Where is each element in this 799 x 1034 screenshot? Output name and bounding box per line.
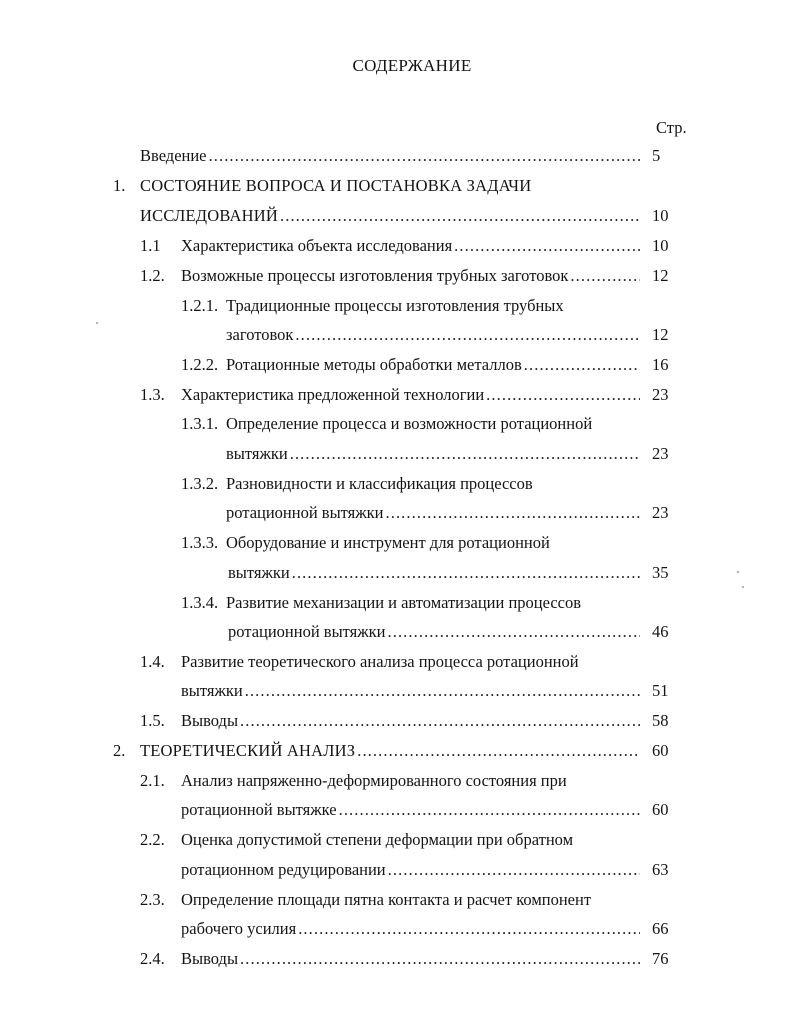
toc-entry-title[interactable]: Традиционные процессы изготовления трубных [226, 296, 564, 315]
toc-entry-continuation[interactable] [181, 919, 640, 941]
toc-entry-page: 58 [652, 711, 669, 730]
leader-dots [570, 266, 640, 286]
toc-entry-page: 51 [652, 681, 669, 700]
toc-entry-2-4[interactable] [181, 949, 640, 971]
toc-entry-title[interactable]: СОСТОЯНИЕ ВОПРОСА И ПОСТАНОВКА ЗАДАЧИ [140, 176, 532, 195]
toc-entry-number: 1.3.4. [181, 593, 219, 612]
toc-entry-title: ТЕОРЕТИЧЕСКИЙ АНАЛИЗ [140, 741, 356, 760]
page-title: СОДЕРЖАНИЕ [352, 56, 472, 75]
toc-entry-title[interactable]: Определение площади пятна контакта и расчет компонент [181, 890, 592, 909]
toc-entry-page: 60 [652, 800, 669, 819]
toc-entry-title-cont: ротационной вытяжки [226, 503, 384, 522]
scan-speck [96, 322, 98, 324]
leader-dots [280, 206, 640, 226]
toc-entry-title: Характеристика объекта исследования [181, 236, 453, 255]
toc-entry-page: 10 [652, 236, 669, 255]
leader-dots [295, 325, 640, 345]
toc-entry-page: 10 [652, 206, 669, 225]
leader-dots [339, 800, 640, 820]
toc-entry-title[interactable]: Разновидности и классификация процессов [226, 474, 533, 493]
toc-entry-page: 23 [652, 503, 669, 522]
toc-entry-title: Выводы [181, 949, 239, 968]
toc-entry-number: 1.3. [140, 385, 165, 404]
toc-entry-number: 1.2.1. [181, 296, 219, 315]
toc-entry-continuation[interactable] [228, 563, 640, 585]
toc-entry-1-5[interactable] [181, 711, 640, 733]
toc-entry-1-2-2[interactable] [226, 355, 640, 377]
leader-dots [298, 919, 640, 939]
page-column-label: Стр. [656, 118, 687, 137]
toc-entry-number: 2.1. [140, 771, 165, 790]
toc-entry-page: 23 [652, 385, 669, 404]
scan-speck [742, 586, 744, 588]
toc-entry-number: 1.1 [140, 236, 161, 255]
toc-entry-number: 1.3.3. [181, 533, 219, 552]
toc-entry-1-2[interactable] [181, 266, 640, 288]
toc-entry-number: 2.3. [140, 890, 165, 909]
leader-dots [388, 622, 641, 642]
leader-dots [357, 741, 640, 761]
toc-entry-page: 76 [652, 949, 669, 968]
toc-entry-number: 1.4. [140, 652, 165, 671]
toc-entry-title[interactable]: Оценка допустимой степени деформации при обратном [181, 830, 574, 849]
toc-entry-title[interactable]: Анализ напряженно-деформированного состояния при [181, 771, 567, 790]
leader-dots [290, 444, 640, 464]
toc-entry-number: 1.3.2. [181, 474, 219, 493]
toc-entry-title-cont: вытяжки [181, 681, 243, 700]
toc-entry-number: 1.5. [140, 711, 165, 730]
toc-entry-title-cont: вытяжки [228, 563, 290, 582]
leader-dots [388, 860, 640, 880]
toc-entry-2[interactable] [140, 741, 640, 763]
leader-dots [240, 949, 640, 969]
toc-entry-title: Введение [140, 146, 207, 165]
toc-entry-title[interactable]: Определение процесса и возможности ротационной [226, 414, 593, 433]
toc-entry-title-cont: ротационном редуцировании [181, 860, 386, 879]
toc-entry-number: 2. [113, 741, 126, 760]
toc-entry-page: 23 [652, 444, 669, 463]
toc-entry-continuation[interactable] [181, 681, 640, 703]
toc-entry-number: 2.4. [140, 949, 165, 968]
toc-entry-number: 2.2. [140, 830, 165, 849]
leader-dots [524, 355, 640, 375]
toc-entry-continuation[interactable] [181, 860, 640, 882]
leader-dots [486, 385, 640, 405]
toc-entry-continuation[interactable] [226, 503, 640, 525]
toc-entry-continuation[interactable] [226, 444, 640, 466]
toc-entry-1-3[interactable] [181, 385, 640, 407]
toc-entry-title[interactable]: Развитие механизации и автоматизации процессов [226, 593, 582, 612]
toc-entry-page: 46 [652, 622, 669, 641]
leader-dots [240, 711, 640, 731]
toc-entry-continuation[interactable] [140, 206, 640, 228]
toc-entry-page: 12 [652, 325, 669, 344]
toc-entry-number: 1.2.2. [181, 355, 219, 374]
toc-entry-intro[interactable] [140, 146, 640, 168]
toc-entry-title-cont: рабочего усилия [181, 919, 297, 938]
toc-entry-title-cont: ротационной вытяжке [181, 800, 337, 819]
toc-entry-number: 1. [113, 176, 126, 195]
scan-speck [737, 571, 739, 573]
toc-entry-1-1[interactable] [181, 236, 640, 258]
toc-entry-title: Ротационные методы обработки металлов [226, 355, 522, 374]
leader-dots [292, 563, 640, 583]
toc-entry-page: 66 [652, 919, 669, 938]
toc-entry-title-cont: вытяжки [226, 444, 288, 463]
toc-entry-page: 5 [652, 146, 661, 165]
toc-entry-number: 1.3.1. [181, 414, 219, 433]
toc-entry-title: Характеристика предложенной технологии [181, 385, 485, 404]
toc-entry-title-cont: ИССЛЕДОВАНИЙ [140, 206, 278, 225]
toc-entry-continuation[interactable] [181, 800, 640, 822]
toc-entry-title-cont: ротационной вытяжки [228, 622, 386, 641]
leader-dots [454, 236, 640, 256]
leader-dots [386, 503, 641, 523]
toc-entry-title[interactable]: Оборудование и инструмент для ротационной [226, 533, 550, 552]
toc-entry-page: 35 [652, 563, 669, 582]
toc-entry-page: 16 [652, 355, 669, 374]
toc-entry-title: Возможные процессы изготовления трубных заготовок [181, 266, 569, 285]
toc-entry-number: 1.2. [140, 266, 165, 285]
leader-dots [245, 681, 640, 701]
leader-dots [209, 146, 640, 166]
toc-entry-continuation[interactable] [228, 622, 640, 644]
toc-entry-title[interactable]: Развитие теоретического анализа процесса ротационной [181, 652, 579, 671]
toc-entry-title-cont: заготовок [226, 325, 294, 344]
toc-entry-title: Выводы [181, 711, 239, 730]
toc-entry-page: 63 [652, 860, 669, 879]
toc-entry-page: 60 [652, 741, 669, 760]
toc-entry-continuation[interactable] [226, 325, 640, 347]
toc-entry-page: 12 [652, 266, 669, 285]
